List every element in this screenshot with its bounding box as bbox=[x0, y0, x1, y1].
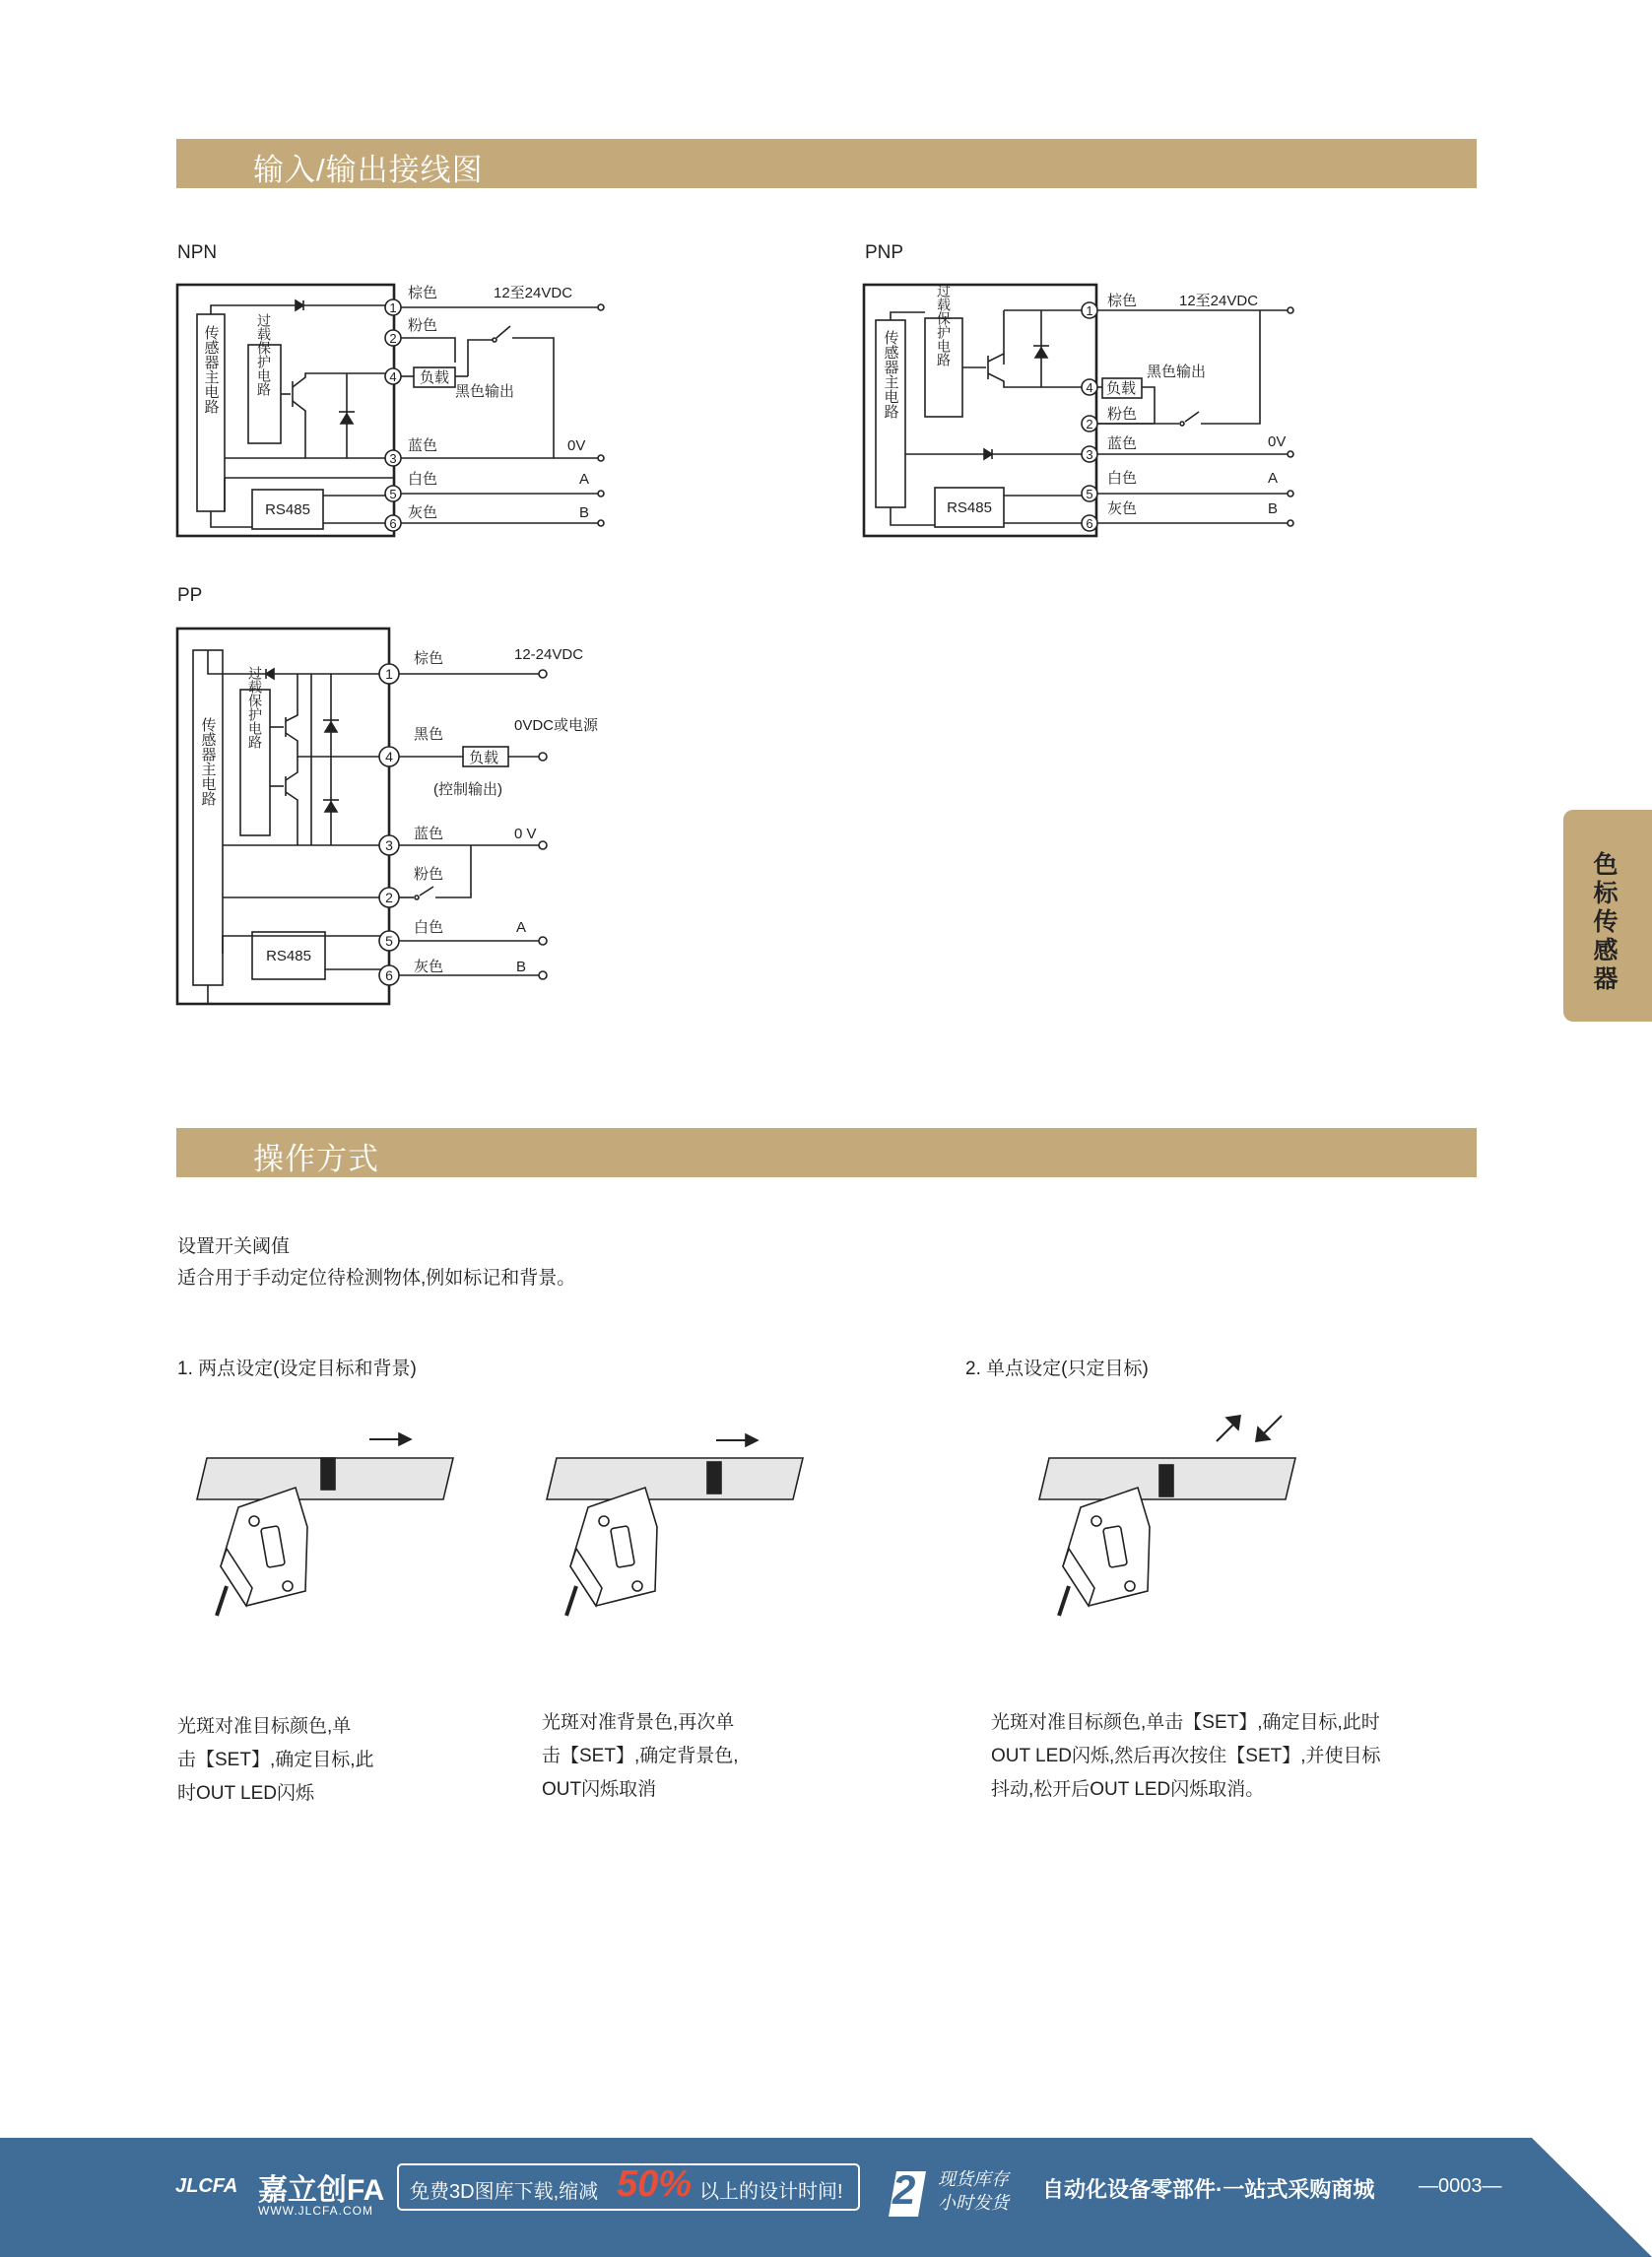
caption-target bbox=[177, 1710, 374, 1811]
wiring-section-title: 输入/输出接线图 bbox=[253, 153, 484, 187]
npn-pin-2: 2 bbox=[389, 331, 397, 346]
npn-main-circuit: 传感器主电路 bbox=[202, 325, 220, 414]
pp-wire-brown: 棕色 bbox=[414, 650, 444, 667]
npn-pin-1: 1 bbox=[389, 300, 397, 315]
pp-load: 负载 bbox=[469, 750, 499, 766]
pp-wire-pink: 粉色 bbox=[414, 866, 444, 883]
pnp-pin-1: 1 bbox=[1086, 303, 1093, 318]
promo-right: 以上的设计时间! bbox=[699, 2181, 843, 2203]
pp-control-output: (控制输出) bbox=[433, 781, 502, 798]
brand-name[interactable]: 嘉立创FA bbox=[258, 2174, 385, 2207]
illustration-background bbox=[537, 1419, 823, 1655]
operation-section-header bbox=[176, 1128, 1477, 1177]
pnp-wire-blue: 蓝色 bbox=[1107, 435, 1138, 452]
pp-rs485: RS485 bbox=[266, 948, 311, 964]
pnp-b: B bbox=[1268, 500, 1279, 517]
npn-wiring-diagram bbox=[167, 271, 640, 547]
pnp-load: 负载 bbox=[1106, 380, 1137, 397]
footer-banner bbox=[0, 2138, 1652, 2257]
npn-black-output: 黑色输出 bbox=[455, 383, 515, 400]
promo-percent: 50% bbox=[617, 2163, 693, 2205]
caption-background-line: 击【SET】,确定背景色, bbox=[542, 1746, 739, 1766]
pnp-wire-brown: 棕色 bbox=[1107, 293, 1138, 309]
pp-title: PP bbox=[177, 585, 203, 606]
npn-wire-white: 白色 bbox=[408, 471, 438, 488]
promo-left: 免费3D图库下载,缩减 bbox=[410, 2181, 599, 2203]
npn-wire-gray: 灰色 bbox=[408, 504, 438, 521]
illustration-single-point bbox=[1029, 1404, 1315, 1655]
pnp-wire-white: 白色 bbox=[1107, 470, 1138, 487]
pnp-pin-3: 3 bbox=[1086, 447, 1093, 462]
pp-b: B bbox=[516, 959, 527, 975]
caption-single-line: 光斑对准目标颜色,单击【SET】,确定目标,此时 bbox=[991, 1712, 1380, 1733]
pp-supply: 12-24VDC bbox=[514, 646, 584, 663]
pnp-rs485: RS485 bbox=[947, 499, 992, 516]
pp-pin-5: 5 bbox=[385, 933, 393, 949]
pnp-protect-circuit: 过载保护电路 bbox=[936, 284, 952, 366]
operation-desc: 适合用于手动定位待检测物体,例如标记和背景。 bbox=[177, 1268, 576, 1289]
brand-url[interactable]: WWW.JLCFA.COM bbox=[258, 2204, 373, 2218]
illustration-target bbox=[187, 1419, 473, 1655]
wiring-section-header bbox=[176, 139, 1477, 188]
pp-a: A bbox=[516, 919, 527, 936]
pnp-0v: 0V bbox=[1268, 433, 1287, 450]
pp-0v: 0 V bbox=[514, 826, 537, 842]
npn-b: B bbox=[579, 504, 590, 521]
caption-target-line: 光斑对准目标颜色,单 bbox=[177, 1716, 352, 1737]
mode-1-title: 1. 两点设定(设定目标和背景) bbox=[177, 1359, 417, 1379]
page-number: —0003— bbox=[1419, 2175, 1502, 2197]
caption-background bbox=[542, 1706, 739, 1807]
npn-pin-6: 6 bbox=[389, 516, 397, 531]
stock-line-2: 小时发货 bbox=[938, 2193, 1009, 2213]
npn-pin-5: 5 bbox=[389, 487, 397, 501]
pp-wire-white: 白色 bbox=[414, 919, 444, 936]
pp-protect-circuit: 过载保护电路 bbox=[247, 666, 263, 749]
footer-slogan: 自动化设备零部件·一站式采购商城 bbox=[1042, 2177, 1375, 2202]
caption-single-line: OUT LED闪烁,然后再次按住【SET】,并使目标 bbox=[991, 1746, 1381, 1766]
pnp-black-output: 黑色输出 bbox=[1147, 364, 1207, 380]
npn-load: 负载 bbox=[420, 369, 450, 386]
npn-wire-pink: 粉色 bbox=[408, 317, 438, 334]
npn-wire-brown: 棕色 bbox=[408, 285, 438, 301]
pnp-main-circuit: 传感器主电路 bbox=[882, 330, 899, 419]
pnp-pin-2: 2 bbox=[1086, 417, 1093, 431]
pnp-wire-pink: 粉色 bbox=[1107, 406, 1138, 423]
pp-wire-gray: 灰色 bbox=[414, 959, 444, 975]
pnp-pin-6: 6 bbox=[1086, 516, 1093, 531]
caption-single-point bbox=[991, 1706, 1381, 1807]
jlcfa-badge: JLCFA bbox=[175, 2175, 238, 2197]
pnp-wiring-diagram bbox=[854, 271, 1327, 547]
npn-0v: 0V bbox=[567, 437, 586, 454]
operation-subtitle: 设置开关阈值 bbox=[177, 1236, 291, 1257]
npn-protect-circuit: 过载保护电路 bbox=[256, 313, 272, 396]
pp-pin-1: 1 bbox=[385, 666, 393, 682]
pp-main-circuit: 传感器主电路 bbox=[199, 717, 217, 806]
pp-pin-4: 4 bbox=[385, 749, 393, 764]
mode-2-title: 2. 单点设定(只定目标) bbox=[965, 1359, 1149, 1379]
pp-pin-3: 3 bbox=[385, 837, 393, 853]
pnp-supply: 12至24VDC bbox=[1179, 293, 1259, 309]
npn-pin-4: 4 bbox=[389, 369, 397, 384]
caption-target-line: 击【SET】,确定目标,此 bbox=[177, 1750, 374, 1770]
stock-line-1: 现货库存 bbox=[938, 2169, 1009, 2189]
pnp-pin-5: 5 bbox=[1086, 487, 1093, 501]
pp-black-target: 0VDC或电源 bbox=[514, 717, 599, 734]
npn-a: A bbox=[579, 471, 590, 488]
pp-pin-2: 2 bbox=[385, 890, 393, 905]
npn-rs485: RS485 bbox=[265, 501, 310, 518]
pnp-wire-gray: 灰色 bbox=[1107, 500, 1138, 517]
stock-badge-number: 2 bbox=[892, 2166, 916, 2213]
npn-wire-blue: 蓝色 bbox=[408, 437, 438, 454]
caption-target-line: 时OUT LED闪烁 bbox=[177, 1783, 315, 1804]
pp-wire-black: 黑色 bbox=[414, 726, 444, 743]
caption-background-line: OUT闪烁取消 bbox=[542, 1779, 657, 1800]
side-tab-label: 色标传感器 bbox=[1593, 851, 1619, 993]
pp-pin-6: 6 bbox=[385, 967, 393, 983]
npn-pin-3: 3 bbox=[389, 451, 397, 466]
pp-wire-blue: 蓝色 bbox=[414, 826, 444, 842]
caption-single-line: 抖动,松开后OUT LED闪烁取消。 bbox=[991, 1779, 1265, 1800]
npn-title: NPN bbox=[177, 242, 218, 263]
npn-supply: 12至24VDC bbox=[494, 285, 573, 301]
pnp-title: PNP bbox=[865, 242, 904, 263]
pnp-a: A bbox=[1268, 470, 1279, 487]
pnp-pin-4: 4 bbox=[1086, 380, 1093, 395]
pp-wiring-diagram bbox=[167, 619, 640, 1013]
side-category-tab[interactable] bbox=[1563, 810, 1652, 1022]
operation-section-title: 操作方式 bbox=[253, 1142, 379, 1176]
caption-background-line: 光斑对准背景色,再次单 bbox=[542, 1712, 735, 1733]
